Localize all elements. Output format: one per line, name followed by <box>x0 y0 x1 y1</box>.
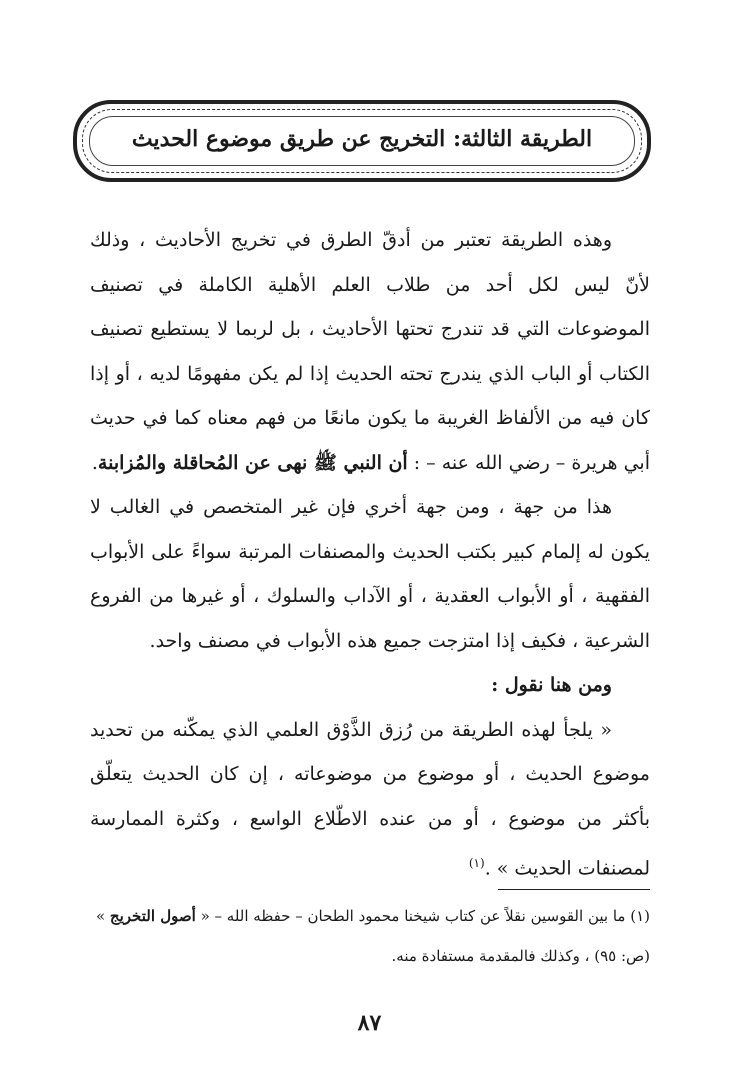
hadith-prefix: أبي هريرة – رضي الله عنه – : <box>407 451 650 474</box>
paragraph-line: وهذه الطريقة تعتبر من أدقّ الطرق في تخريج الأحاديث ، وذلك <box>90 229 612 251</box>
footnote-divider <box>498 889 650 890</box>
quote-line: « يلجأ لهذه الطريقة من رُزق الذَّوْق العلمي الذي يمكّنه من تحديد <box>90 718 612 741</box>
body-text <box>90 218 650 891</box>
footnote-marker: (١) <box>468 856 485 870</box>
quote-line: بأكثر من موضوع ، أو من عنده الاطّلاع الواسع ، وكثرة الممارسة <box>90 807 650 830</box>
paragraph-line: الشرعية ، فكيف إذا امتزجت جميع هذه الأبواب في مصنف واحد. <box>149 629 650 652</box>
paragraph-line: هذا من جهة ، ومن جهة أخري فإن غير المتخصص في الغالب لا <box>90 496 612 518</box>
footnote-text-end: » (ص: ٩٥) ، وكذلك فالمقدمة مستفادة منه. <box>95 907 650 965</box>
hadith-line <box>90 441 650 486</box>
paragraph-line: لأنّ ليس لكل أحد من طلاب العلم الأهلية الكاملة في تصنيف <box>90 273 650 296</box>
hadith-suffix: . <box>91 451 98 474</box>
quote-last-line <box>90 841 650 891</box>
paragraph-line: الكتاب أو الباب الذي يندرج تحته الحديث إذا لم يكن مفهومًا لديه ، أو إذا <box>90 362 650 385</box>
paragraph-line: يكون له إلمام كبير بكتب الحديث والمصنفات المرتبة سواءً على الأبواب <box>90 540 650 563</box>
quote-end: لمصنفات الحديث » . <box>484 857 650 880</box>
footnote <box>88 896 650 976</box>
footnote-text: ما بين القوسين نقلاً عن كتاب شيخنا محمود الطحان – حفظه الله – « <box>200 907 626 925</box>
hadith-text: أن النبي ﷺ نهى عن المُحاقلة والمُزابنة <box>97 451 408 474</box>
footnote-source-title: أصول التخريج <box>109 907 196 925</box>
footnote-number: (١) <box>630 907 650 925</box>
page-number: ٨٧ <box>357 1010 382 1036</box>
paragraph-line: كان فيه من الألفاظ الغريبة ما يكون مانعًا من فهم معناه كما في حديث <box>90 407 650 429</box>
section-heading: ومن هنا نقول : <box>491 674 612 696</box>
title-frame <box>73 100 651 182</box>
quote-line: موضوع الحديث ، أو موضوع من موضوعاته ، إن كان الحديث يتعلّق <box>90 763 650 785</box>
chapter-title: الطريقة الثالثة: التخريج عن طريق موضوع الحديث <box>131 126 593 152</box>
paragraph-line: الموضوعات التي قد تندرج تحتها الأحاديث ، بل لربما لا يستطيع تصنيف <box>90 318 650 340</box>
paragraph-line: الفقهية ، أو الأبواب العقدية ، أو الآداب والسلوك ، أو غيرها من الفروع <box>90 585 650 607</box>
